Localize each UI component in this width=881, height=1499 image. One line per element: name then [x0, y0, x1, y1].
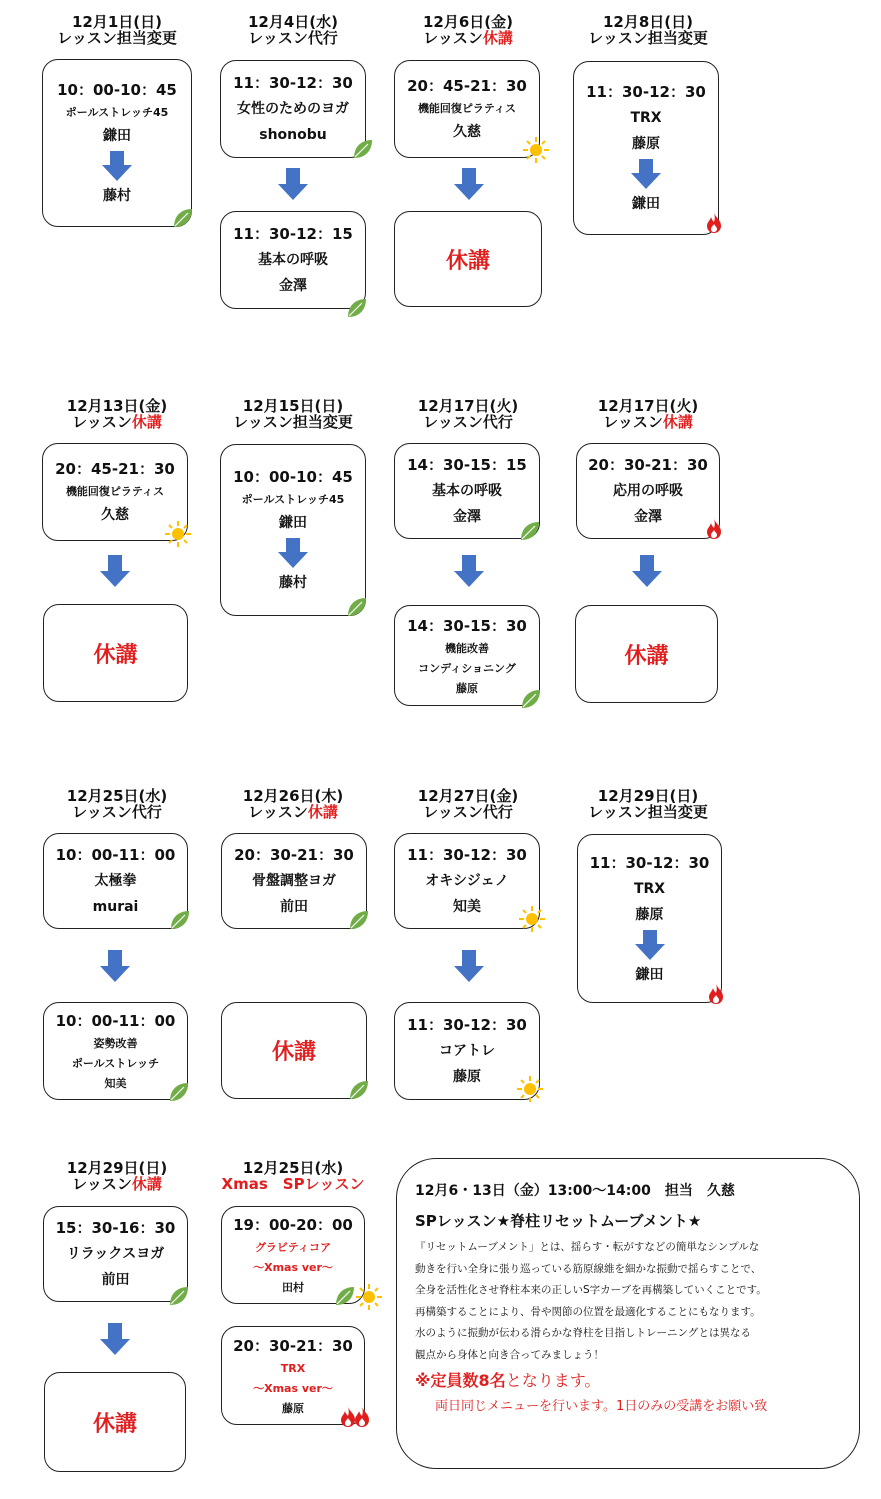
substitute-card [394, 605, 540, 706]
sun-icon [355, 1283, 383, 1311]
leaf-icon [168, 1285, 190, 1307]
cancelled-card [575, 605, 718, 703]
instructor: 前田 [280, 899, 308, 915]
status-label: レッスン代行 [423, 413, 513, 431]
sun-icon [522, 136, 550, 164]
lesson-card [577, 834, 722, 1003]
leaf-icon [346, 297, 368, 319]
info-line: 観点から身体と向き合ってみましょう！ [415, 1348, 604, 1361]
lesson-card [220, 60, 366, 158]
schedule-header [42, 398, 192, 430]
lesson-name: TRX [630, 110, 662, 126]
cancelled-label: 休講 [624, 643, 669, 669]
instructor: 知美 [104, 1077, 127, 1090]
instructor: shonobu [259, 127, 327, 143]
cancelled-card [44, 1372, 186, 1472]
lesson-name: 骨盤調整ヨガ [252, 873, 336, 889]
cancelled-label: 休講 [93, 642, 138, 668]
status-label: レッスン休講 [72, 1175, 162, 1193]
schedule-header [42, 788, 192, 820]
status-label: レッスン休講 [423, 29, 513, 47]
status-label: レッスン休講 [72, 413, 162, 431]
leaf-icon [169, 909, 191, 931]
lesson-card [43, 1206, 188, 1302]
status-label: レッスン担当変更 [57, 29, 177, 47]
date-label: 12月29日(日) [597, 787, 699, 805]
date-label: 12月27日(金) [417, 787, 519, 805]
schedule-header [218, 398, 368, 430]
lesson-name-line2: コンディショニング [418, 661, 516, 675]
sun-icon [518, 905, 546, 933]
date-label: 12月17日(火) [417, 397, 519, 415]
lesson-time: 20：30-21：30 [233, 1336, 353, 1355]
date-label: 12月8日(日) [602, 13, 694, 31]
instructor: 前田 [101, 1272, 130, 1288]
lesson-time: 10：00-10：45 [233, 468, 353, 486]
substitute-card [220, 211, 366, 309]
schedule-header [218, 1160, 368, 1192]
leaf-icon [348, 1079, 370, 1101]
substitute-card [43, 1002, 188, 1100]
fire-icon [703, 518, 725, 540]
schedule-header [573, 14, 723, 46]
lesson-name: リラックスヨガ [66, 1246, 165, 1262]
lesson-card [576, 443, 720, 539]
lesson-time: 20：45-21：30 [407, 77, 527, 95]
date-label: 12月25日(水) [242, 1159, 344, 1177]
down-arrow-icon [100, 1323, 130, 1355]
lesson-name: 基本の呼吸 [432, 483, 502, 499]
instructor-from: 藤原 [635, 906, 664, 923]
lesson-name: 機能改善 [445, 641, 489, 655]
schedule-header [573, 788, 723, 820]
instructor: murai [92, 899, 139, 915]
leaf-icon [168, 1081, 190, 1103]
info-title: SPレッスン★脊柱リセットムーブメント★ [415, 1212, 702, 1230]
leaf-icon [519, 520, 541, 542]
lesson-name: 応用の呼吸 [613, 483, 683, 499]
instructor: 金澤 [453, 509, 481, 525]
lesson-name: 機能回復ピラティス [417, 102, 517, 115]
status-label: レッスン担当変更 [588, 29, 708, 47]
lesson-time: 20：30-21：30 [588, 456, 708, 474]
lesson-name: オキシジェノ [425, 873, 509, 889]
down-arrow-icon [454, 168, 484, 200]
instructor: 知美 [453, 899, 481, 915]
date-label: 12月26日(木) [242, 787, 344, 805]
status-label: レッスン代行 [423, 803, 513, 821]
special-lesson-info [396, 1158, 860, 1469]
instructor: 藤原 [456, 681, 478, 695]
down-arrow-icon [632, 555, 662, 587]
status-label: レッスン休講 [603, 413, 693, 431]
capacity-note: ※定員数8名となります。 [415, 1371, 601, 1390]
lesson-card [573, 61, 719, 235]
lesson-subtitle: ～Xmas ver～ [253, 1261, 333, 1274]
down-arrow-icon [102, 151, 132, 181]
lesson-time: 10：00-10：45 [57, 81, 177, 99]
cancelled-label: 休講 [271, 1040, 316, 1065]
status-label: レッスン担当変更 [588, 803, 708, 821]
cancelled-label: 休講 [92, 1411, 137, 1437]
instructor: 久慈 [101, 507, 129, 523]
lesson-name: ポールストレッチ45 [241, 493, 345, 506]
cancelled-card [394, 211, 542, 307]
instructor-to: 藤村 [103, 188, 131, 204]
down-arrow-icon [278, 168, 308, 200]
date-label: 12月6日(金) [422, 13, 514, 31]
lesson-time: 14：30-15：30 [407, 616, 527, 635]
schedule-header [218, 788, 368, 820]
instructor: 田村 [282, 1281, 304, 1294]
instructor: 久慈 [453, 124, 481, 140]
lesson-name: 姿勢改善 [93, 1037, 138, 1050]
lesson-time: 15：30-16：30 [55, 1219, 176, 1237]
lesson-card [221, 833, 367, 929]
instructor-to: 藤村 [279, 575, 307, 591]
lesson-name: 基本の呼吸 [258, 252, 328, 268]
lesson-name: コアトレ [439, 1043, 495, 1059]
schedule-header [42, 14, 192, 46]
status-label: レッスン代行 [72, 803, 162, 821]
instructor: 藤原 [453, 1069, 481, 1085]
lesson-name: TRX [280, 1361, 306, 1375]
date-label: 12月17日(火) [597, 397, 699, 415]
down-arrow-icon [635, 930, 665, 960]
lesson-name: 太極拳 [94, 873, 137, 889]
date-label: 12月4日(水) [247, 13, 339, 31]
schedule-header [573, 398, 723, 430]
lesson-time: 11：30-12：30 [233, 74, 353, 92]
info-line: 水のように振動が伝わる滑らかな脊柱を目指しトレーニングとは異なる [415, 1327, 751, 1339]
info-heading: 12月6・13日（金）13:00～14:00 担当 久慈 [415, 1183, 735, 1199]
info-line: 『リセットムーブメント」とは、揺らす・転がすなどの簡単なシンプルな [415, 1241, 760, 1253]
lesson-time: 10：00-11：00 [55, 1012, 176, 1030]
lesson-name: 機能回復ピラティス [65, 485, 165, 498]
schedule-header [218, 14, 368, 46]
lesson-name: グラビティコア [254, 1241, 332, 1254]
down-arrow-icon [631, 159, 661, 189]
lesson-time: 20：30-21：30 [234, 846, 354, 864]
lesson-card [42, 59, 192, 227]
sun-icon [164, 520, 192, 548]
instructor-from: 藤原 [632, 136, 660, 152]
lesson-card [43, 833, 188, 929]
down-arrow-icon [100, 555, 130, 587]
lesson-time: 11：30-12：30 [407, 1016, 527, 1034]
lesson-card [394, 60, 540, 158]
status-label: レッスン代行 [248, 29, 338, 47]
leaf-icon [520, 688, 542, 710]
instructor-to: 鎌田 [635, 966, 664, 983]
leaf-icon [348, 909, 370, 931]
info-line: 全身を活性化させ脊柱本来の正しいS字カーブを再構築していくことです。 [415, 1284, 767, 1296]
fire-icon [703, 212, 725, 234]
leaf-icon [172, 207, 194, 229]
fire-icon [705, 983, 727, 1005]
instructor: 藤原 [282, 1401, 304, 1415]
info-line: 動きを行い全身に張り巡っている筋原線維を細かな振動で揺らすことで、 [415, 1262, 762, 1275]
down-arrow-icon [454, 555, 484, 587]
lesson-time: 11：30-12：30 [586, 83, 706, 101]
lesson-name: TRX [633, 880, 666, 897]
schedule-header [393, 398, 543, 430]
instructor-to: 鎌田 [632, 196, 660, 212]
down-arrow-icon [100, 950, 130, 982]
schedule-header [42, 1160, 192, 1192]
instructor: 金澤 [634, 509, 662, 525]
schedule-header [393, 788, 543, 820]
status-label: レッスン担当変更 [233, 413, 353, 431]
lesson-time: 11：30-12：30 [589, 853, 710, 872]
date-label: 12月13日(金) [66, 397, 168, 415]
fire-icon [351, 1406, 373, 1428]
info-line: 再構築することにより、骨や関節の位置を最適化することにもなります。 [415, 1305, 761, 1318]
down-arrow-icon [278, 538, 308, 568]
same-menu-note: 両日同じメニューを行います。1日のみの受講をお願い致 [435, 1399, 768, 1414]
schedule-header [393, 14, 543, 46]
cancelled-card [221, 1002, 367, 1099]
lesson-name: 女性のためのヨガ [237, 101, 349, 117]
status-label: Xmas SPレッスン [221, 1175, 365, 1193]
instructor-from: 鎌田 [279, 515, 307, 531]
date-label: 12月1日(日) [71, 13, 163, 31]
sun-icon [516, 1075, 544, 1103]
leaf-icon [346, 596, 368, 618]
date-label: 12月25日(水) [66, 787, 168, 805]
cancelled-card [43, 604, 188, 702]
lesson-time: 14：30-15：15 [407, 456, 527, 474]
leaf-icon [334, 1285, 356, 1307]
lesson-card [220, 444, 366, 616]
lesson-time: 11：30-12：15 [233, 225, 353, 243]
date-label: 12月29日(日) [66, 1159, 168, 1177]
down-arrow-icon [454, 950, 484, 982]
lesson-time: 20：45-21：30 [55, 460, 175, 478]
instructor-from: 鎌田 [103, 128, 131, 144]
lesson-time: 11：30-12：30 [407, 846, 527, 864]
cancelled-label: 休講 [445, 248, 490, 274]
lesson-time: 19：00-20：00 [233, 1216, 353, 1234]
lesson-time: 10：00-11：00 [55, 846, 176, 864]
date-label: 12月15日(日) [242, 397, 344, 415]
lesson-subtitle: ～Xmas ver～ [253, 1381, 333, 1395]
lesson-name: ポールストレッチ45 [65, 106, 169, 119]
lesson-name-line2: ポールストレッチ [71, 1057, 160, 1070]
instructor: 金澤 [279, 278, 307, 294]
status-label: レッスン休講 [248, 803, 338, 821]
leaf-icon [352, 138, 374, 160]
